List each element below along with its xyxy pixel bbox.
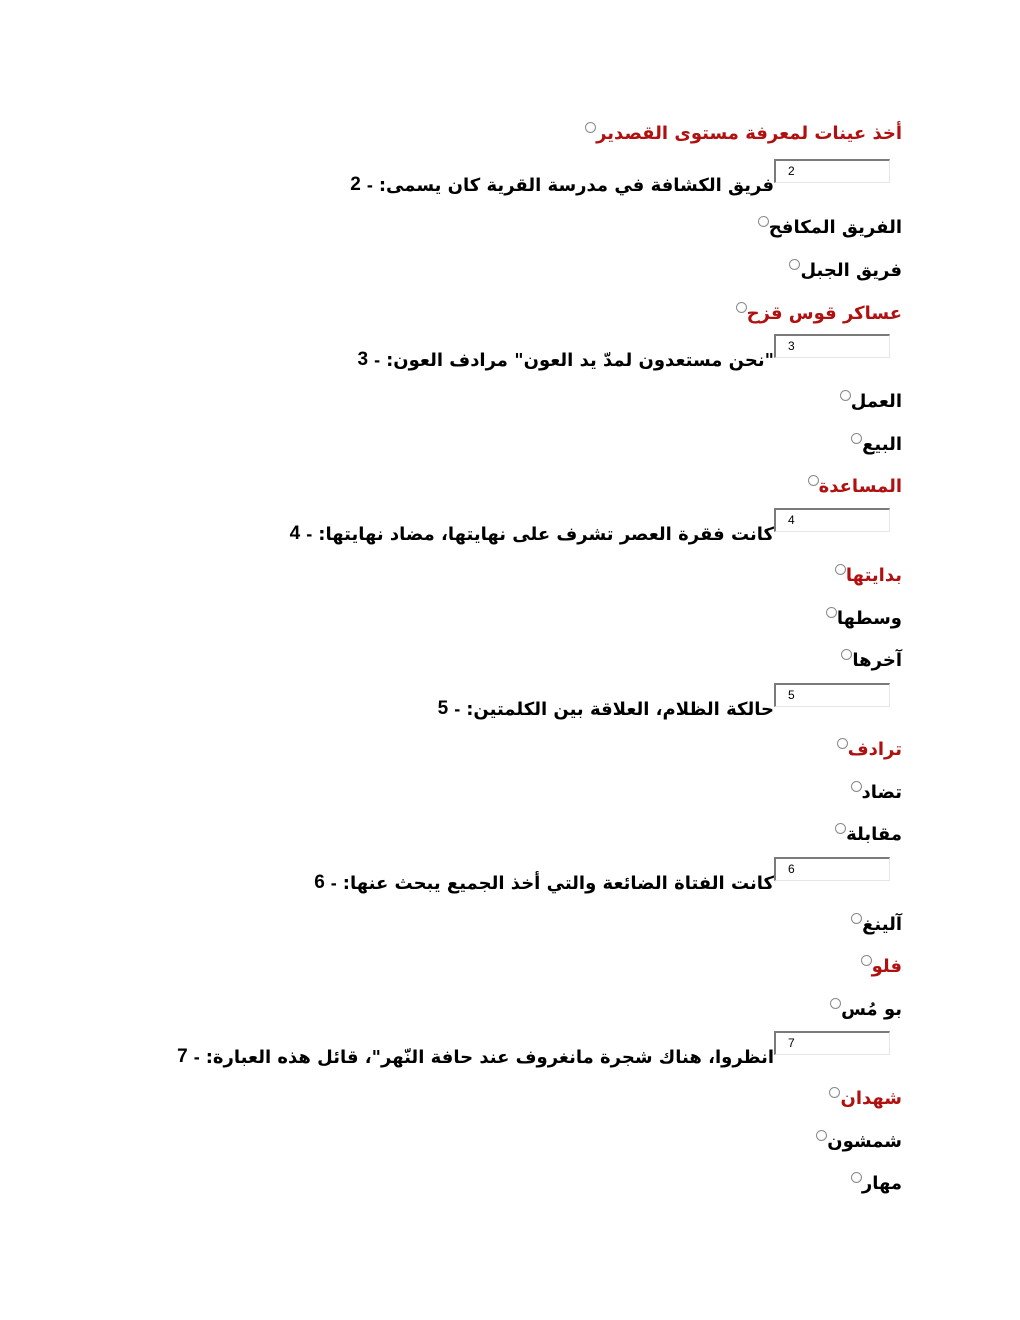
answer-input[interactable]: 6: [774, 857, 890, 881]
option-5-2[interactable]: [851, 777, 903, 807]
question-number: 5: [437, 698, 449, 719]
radio-icon[interactable]: [861, 955, 872, 966]
option-6-2[interactable]: [861, 951, 902, 981]
question-text: كانت الفتاة الضائعة والتي أخذ الجميع يبحث عنها:: [342, 872, 774, 894]
option-4-2[interactable]: [826, 603, 902, 633]
option-4-3[interactable]: [841, 645, 902, 675]
radio-icon[interactable]: [851, 781, 862, 792]
radio-icon[interactable]: [835, 564, 846, 575]
radio-icon[interactable]: [808, 475, 819, 486]
radio-icon[interactable]: [829, 1087, 840, 1098]
option-label: ترادف: [847, 738, 902, 760]
radio-icon[interactable]: [826, 607, 837, 618]
radio-icon[interactable]: [841, 649, 852, 660]
separator: -: [366, 174, 373, 195]
option-label: أخذ عينات لمعرفة مستوى القصدير: [596, 122, 902, 144]
option-6-1[interactable]: [851, 909, 902, 939]
radio-icon[interactable]: [837, 738, 848, 749]
option-6-3[interactable]: [830, 994, 902, 1024]
question-3: [357, 339, 903, 375]
radio-icon[interactable]: [585, 122, 596, 133]
option-top[interactable]: [585, 118, 902, 148]
question-6: [314, 862, 902, 898]
answer-input[interactable]: 7: [774, 1031, 890, 1055]
separator: -: [193, 1046, 200, 1067]
question-text: "نحن مستعدون لمدّ يد العون" مرادف العون:: [386, 349, 774, 371]
option-2-2[interactable]: [789, 255, 902, 285]
question-text: حالكة الظلام، العلاقة بين الكلمتين:: [466, 698, 774, 720]
separator: -: [454, 698, 461, 719]
option-7-2[interactable]: [816, 1126, 902, 1156]
option-2-3[interactable]: [736, 298, 902, 328]
option-label: مقابلة: [846, 823, 902, 845]
option-label: آلينغ: [862, 913, 902, 935]
radio-icon[interactable]: [830, 998, 841, 1009]
option-label: تضاد: [861, 781, 902, 803]
question-5: [437, 688, 902, 724]
question-text: فريق الكشافة في مدرسة القرية كان يسمى:: [378, 174, 774, 196]
option-label: فلو: [871, 955, 902, 977]
answer-input[interactable]: 2: [774, 159, 890, 183]
separator: -: [306, 523, 313, 544]
question-2: [350, 164, 902, 200]
radio-icon[interactable]: [789, 259, 800, 270]
radio-icon[interactable]: [758, 216, 769, 227]
radio-icon[interactable]: [851, 913, 862, 924]
option-5-3[interactable]: [835, 819, 902, 849]
separator: -: [330, 872, 337, 893]
question-number: 7: [177, 1046, 188, 1067]
radio-icon[interactable]: [816, 1130, 827, 1141]
option-label: بو مُس: [841, 998, 902, 1020]
option-3-2[interactable]: [851, 429, 902, 459]
option-label: الفريق المكافح: [768, 216, 902, 238]
option-7-3[interactable]: [851, 1168, 902, 1198]
option-label: بدايتها: [845, 564, 902, 586]
option-label: شهدان: [840, 1087, 902, 1109]
option-label: العمل: [850, 390, 902, 412]
question-text: انظروا، هناك شجرة مانغروف عند حافة النّهر"، قائل هذه العبارة:: [205, 1046, 774, 1068]
question-number: 6: [314, 872, 325, 893]
option-label: عساكر قوس قزح: [746, 302, 902, 324]
answer-input[interactable]: 4: [774, 508, 890, 532]
option-2-1[interactable]: [758, 212, 902, 242]
option-label: فريق الجبل: [800, 259, 902, 281]
option-label: المساعدة: [818, 475, 902, 497]
answer-input[interactable]: 3: [774, 334, 890, 358]
separator: -: [374, 349, 381, 370]
radio-icon[interactable]: [851, 1172, 862, 1183]
option-label: وسطها: [836, 607, 902, 629]
option-7-1[interactable]: [829, 1083, 902, 1113]
question-4: [289, 513, 902, 549]
option-label: مهار: [861, 1172, 902, 1194]
question-number: 2: [350, 174, 361, 195]
answer-input[interactable]: 5: [774, 683, 890, 707]
radio-icon[interactable]: [851, 433, 862, 444]
option-label: البيع: [862, 433, 902, 455]
radio-icon[interactable]: [736, 302, 747, 313]
question-number: 3: [357, 349, 369, 370]
question-7: [177, 1036, 902, 1072]
radio-icon[interactable]: [835, 823, 846, 834]
option-3-3[interactable]: [808, 471, 902, 501]
question-text: كانت فقرة العصر تشرف على نهايتها، مضاد نهايتها:: [318, 523, 774, 545]
option-4-1[interactable]: [835, 560, 902, 590]
option-label: شمشون: [827, 1130, 902, 1152]
option-3-1[interactable]: [840, 386, 902, 416]
option-label: آخرها: [852, 649, 902, 671]
question-number: 4: [289, 523, 301, 544]
option-5-1[interactable]: [837, 734, 902, 764]
radio-icon[interactable]: [840, 390, 851, 401]
